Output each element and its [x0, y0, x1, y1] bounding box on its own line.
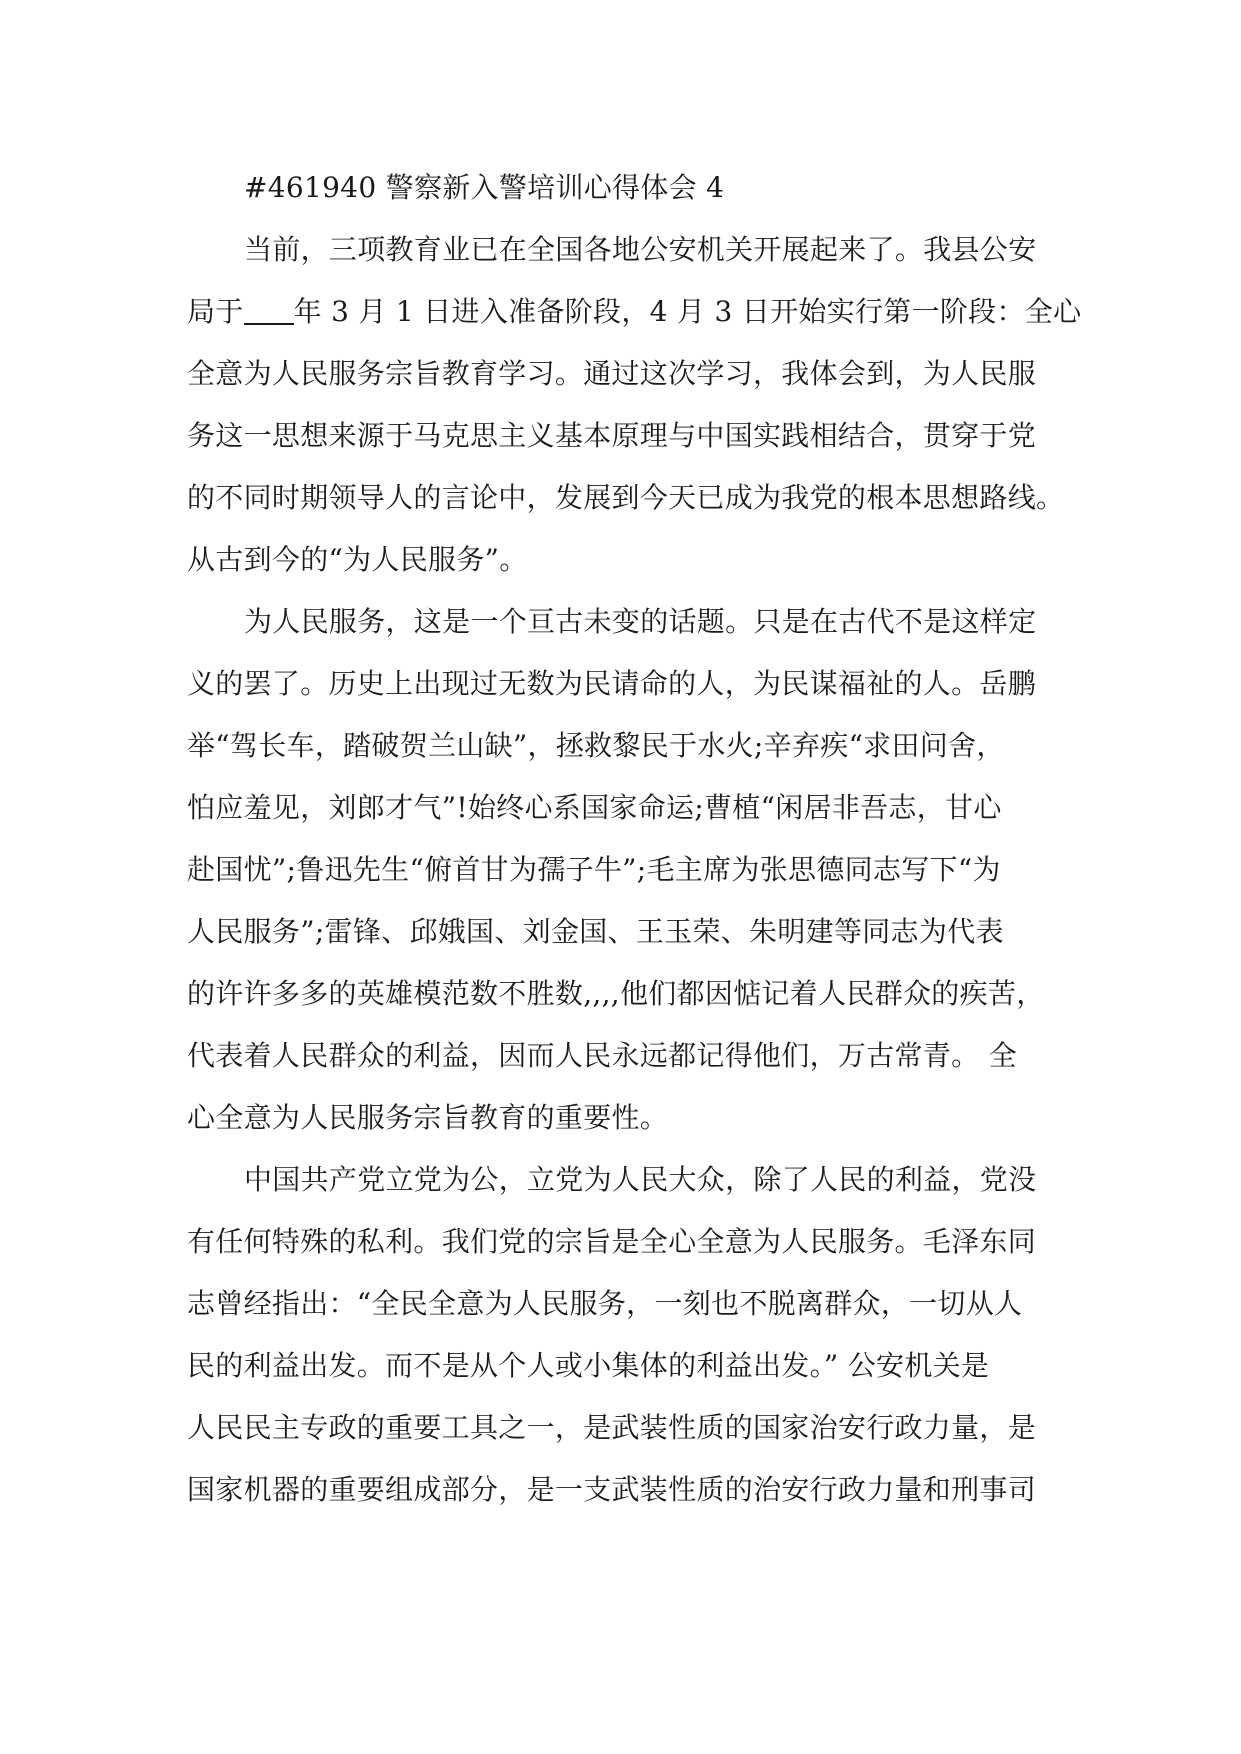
text-line: 从古到今的“为人民服务”。 [187, 543, 528, 576]
text-line: 义的罢了。历史上出现过无数为民请命的人，为民谋福祉的人。岳鹏 [187, 667, 1037, 700]
text-line: 心全意为人民服务宗旨教育的重要性。 [187, 1101, 669, 1134]
text-line: 务这一思想来源于马克思主义基本原理与中国实践相结合，贯穿于党 [187, 419, 1037, 452]
text-segment: 局于 [187, 295, 244, 328]
text-line-with-blank [187, 281, 1082, 343]
text-line: 的不同时期领导人的言论中，发展到今天已成为我党的根本思想路线。 [187, 481, 1065, 514]
text-line: 当前，三项教育业已在全国各地公安机关开展起来了。我县公安 [244, 233, 1037, 266]
text-segment: 年 3 月 1 日进入准备阶段，4 月 3 日开始实行第一阶段：全心 [293, 295, 1082, 328]
text-line: 人民服务”;雷锋、邱娥国、刘金国、王玉荣、朱明建等同志为代表 [187, 915, 1004, 948]
text-line: 民的利益出发。而不是从个人或小集体的利益出发。” 公安机关是 [187, 1349, 990, 1382]
text-line: 的许许多多的英雄模范数不胜数,,,,他们都因惦记着人民群众的疾苦， [187, 977, 1045, 1010]
text-line: 赴国忧”;鲁迅先生“俯首甘为孺子牛”;毛主席为张思德同志写下“为 [187, 853, 1001, 886]
paragraph-2 [187, 591, 1057, 1149]
text-line: 代表着人民群众的利益，因而人民永远都记得他们，万古常青。 全 [187, 1039, 1017, 1072]
text-line: 举“驾长车，踏破贺兰山缺”，拯救黎民于水火;辛弃疾“求田问舍， [187, 729, 1005, 762]
text-line: 为人民服务，这是一个亘古未变的话题。只是在古代不是这样定 [244, 605, 1037, 638]
text-line: 全意为人民服务宗旨教育学习。通过这次学习，我体会到，为人民服 [187, 357, 1037, 390]
document-title: #461940 警察新入警培训心得体会 4 [244, 171, 725, 204]
text-line: 志曾经指出：“全民全意为人民服务，一刻也不脱离群众，一切从人 [187, 1287, 1023, 1320]
text-line: 怕应羞见，刘郎才气”!始终心系国家命运;曹植“闲居非吾志，甘心 [187, 791, 1002, 824]
text-line: 有任何特殊的私利。我们党的宗旨是全心全意为人民服务。毛泽东同 [187, 1225, 1037, 1258]
paragraph-1 [187, 219, 1082, 591]
document-body [187, 157, 1082, 1521]
fill-in-blank [244, 293, 294, 325]
text-line: 中国共产党立党为公，立党为人民大众，除了人民的利益，党没 [244, 1163, 1037, 1196]
paragraph-3 [187, 1149, 1057, 1521]
text-line: 国家机器的重要组成部分，是一支武装性质的治安行政力量和刑事司 [187, 1473, 1037, 1506]
text-line: 人民民主专政的重要工具之一，是武装性质的国家治安行政力量，是 [187, 1411, 1037, 1444]
